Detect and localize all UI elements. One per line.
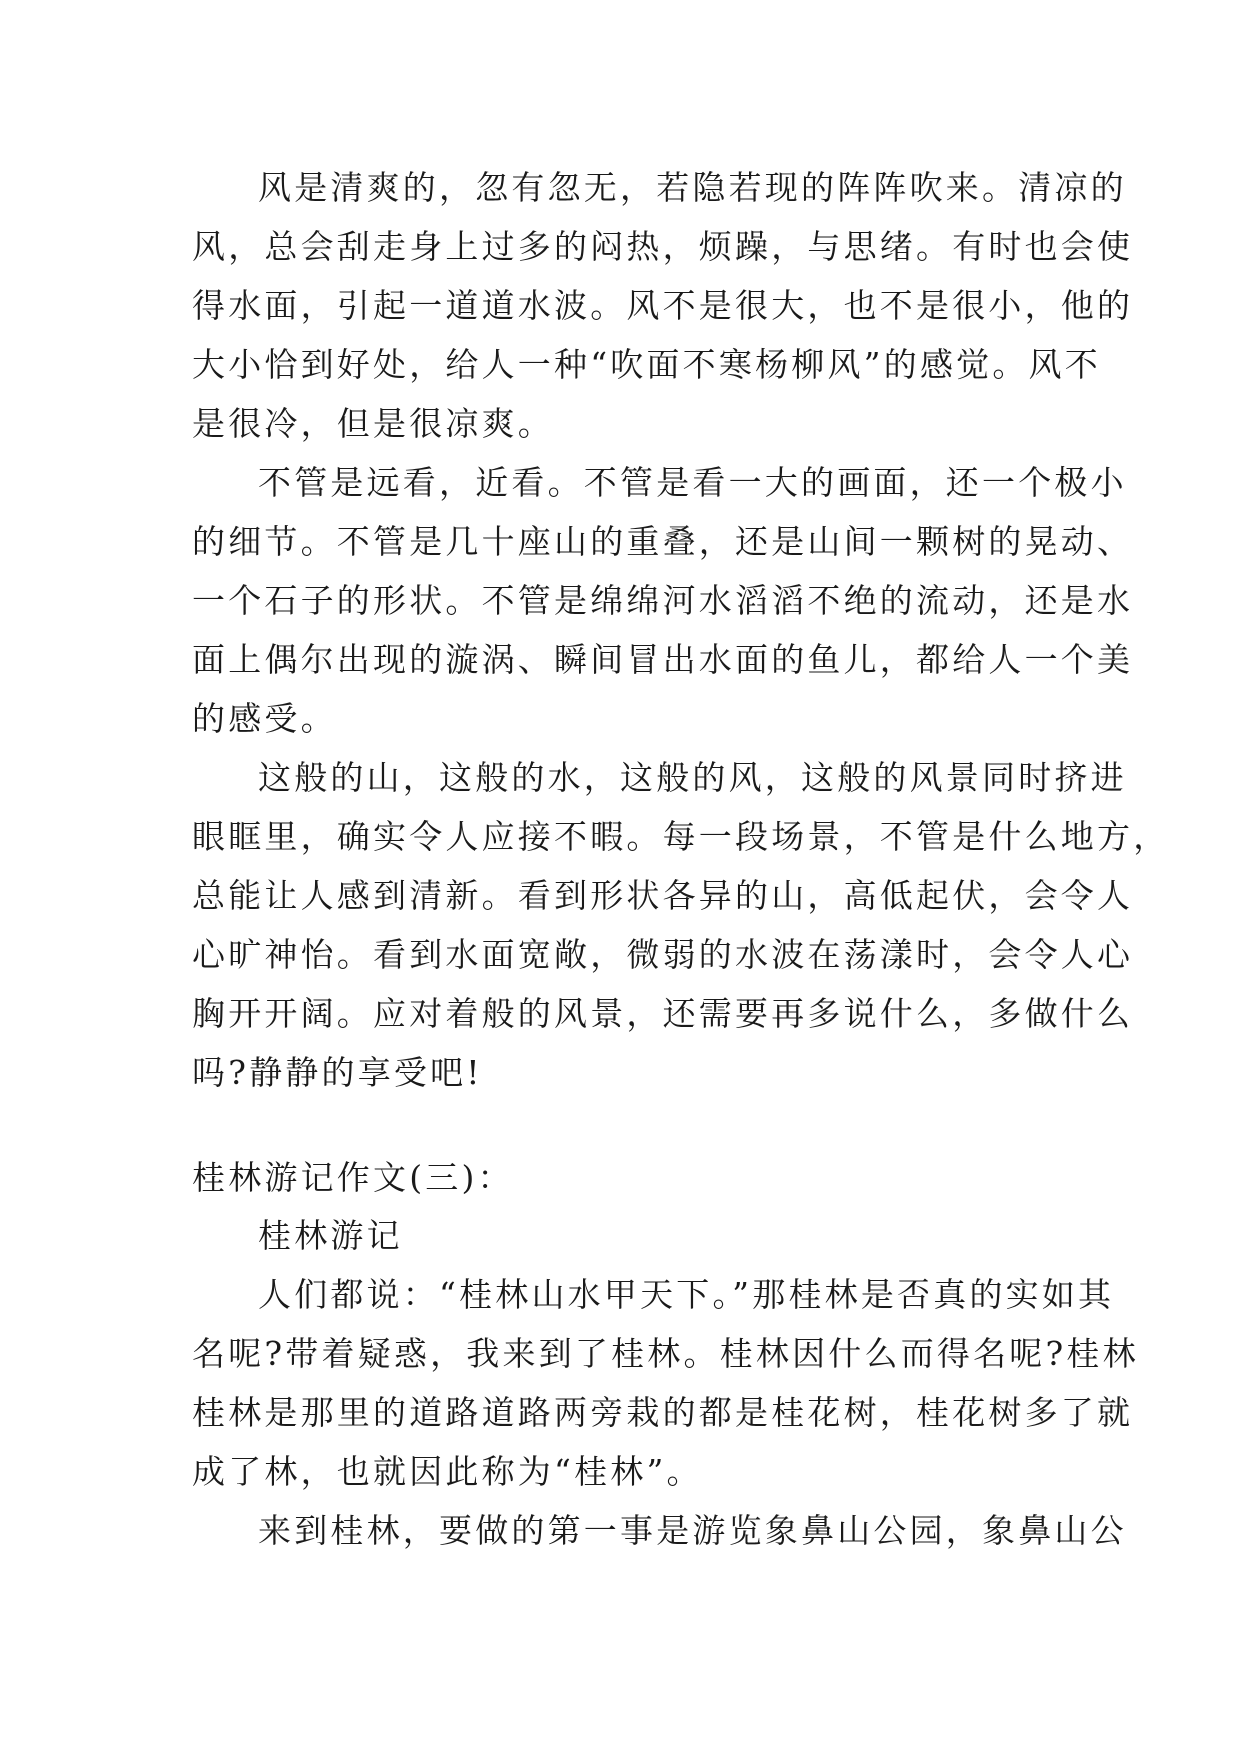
text-line: 成了林，也就因此称为“桂林”。 [192, 1452, 703, 1491]
text-line: 桂林是那里的道路道路两旁栽的都是桂花树，桂花树多了就 [192, 1393, 1134, 1432]
section-heading: 桂林游记作文(三)： [192, 1158, 514, 1197]
text-line: 这般的山，这般的水，这般的风，这般的风景同时挤进 [258, 758, 1127, 797]
text-line: 吗?静静的享受吧! [192, 1053, 483, 1092]
text-line: 人们都说：“桂林山水甲天下。”那桂林是否真的实如其 [258, 1275, 1115, 1314]
text-line: 名呢?带着疑惑，我来到了桂林。桂林因什么而得名呢?桂林 [192, 1334, 1139, 1373]
text-line: 不管是远看，近看。不管是看一大的画面，还一个极小 [258, 463, 1127, 502]
text-line: 眼眶里，确实令人应接不暇。每一段场景，不管是什么地方， [192, 817, 1170, 856]
text-line: 的细节。不管是几十座山的重叠，还是山间一颗树的晃动、 [192, 522, 1134, 561]
text-line: 大小恰到好处，给人一种“吹面不寒杨柳风”的感觉。风不 [192, 345, 1101, 384]
text-line: 风是清爽的，忽有忽无，若隐若现的阵阵吹来。清凉的 [258, 168, 1127, 207]
text-line: 得水面，引起一道道水波。风不是很大，也不是很小，他的 [192, 286, 1134, 325]
text-line: 是很冷，但是很凉爽。 [192, 404, 554, 443]
text-line: 来到桂林，要做的第一事是游览象鼻山公园，象鼻山公 [258, 1511, 1127, 1550]
text-line: 心旷神怡。看到水面宽敞，微弱的水波在荡漾时，会令人心 [192, 935, 1134, 974]
text-line: 面上偶尔出现的漩涡、瞬间冒出水面的鱼儿，都给人一个美 [192, 640, 1134, 679]
article-title: 桂林游记 [258, 1216, 403, 1255]
text-line: 的感受。 [192, 699, 337, 738]
text-line: 总能让人感到清新。看到形状各异的山，高低起伏，会令人 [192, 876, 1134, 915]
text-line: 一个石子的形状。不管是绵绵河水滔滔不绝的流动，还是水 [192, 581, 1134, 620]
text-line: 风，总会刮走身上过多的闷热，烦躁，与思绪。有时也会使 [192, 227, 1134, 266]
text-line: 胸开开阔。应对着般的风景，还需要再多说什么，多做什么 [192, 994, 1134, 1033]
